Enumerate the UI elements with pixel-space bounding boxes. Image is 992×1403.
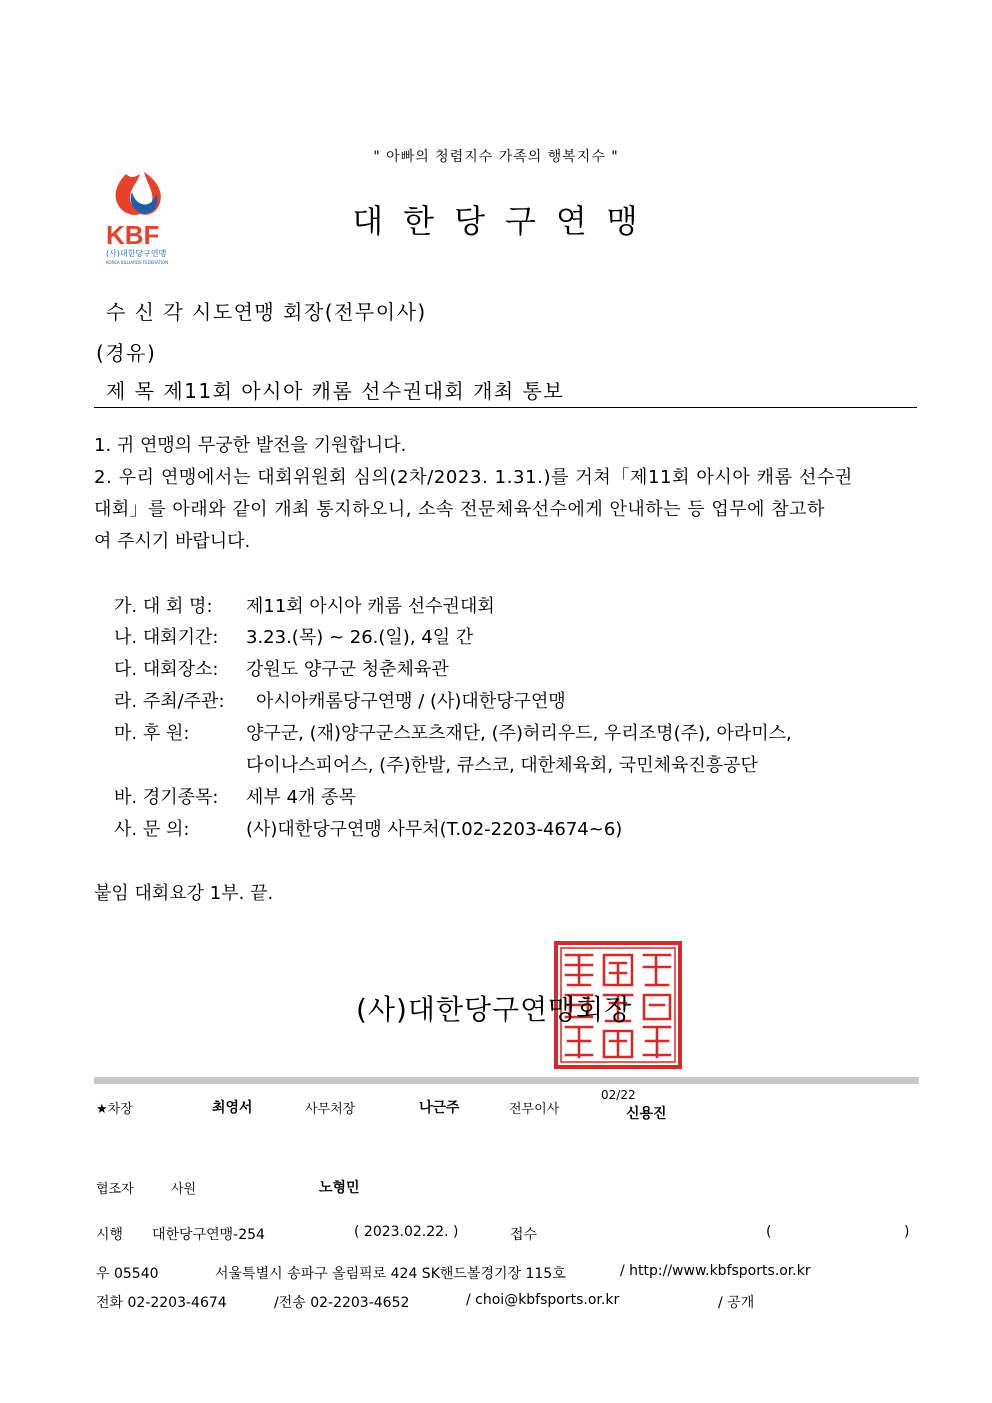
signature-name: (사)대한당구연맹회장 [356,993,633,1026]
cooperator-label: 협조자 [96,1182,134,1197]
item-label: 사. 문 의: [114,819,190,840]
cooperator-name: 노형민 [319,1180,360,1196]
approval-name: 최영서 [212,1100,253,1116]
subject-divider [94,407,917,408]
fax: /전송 02-2203-4652 [274,1295,410,1311]
address: 서울특별시 송파구 올림픽로 424 SK핸드볼경기장 115호 [215,1266,566,1282]
approval-label: 사무처장 [305,1102,356,1117]
logo-sub-kr: (사)대한당구연맹 [106,249,167,258]
item-label: 다. 대회장소: [114,659,219,680]
item-value: 3.23.(목) ~ 26.(일), 4일 간 [246,627,474,648]
enforce-number: 대한당구연맹-254 [152,1227,265,1243]
logo-sub-en: KOREA BILLIARDS FEDERATION [106,260,169,265]
approval-divider [94,1077,919,1084]
body-line-3: 대회」를 아래와 같이 개최 통지하오니, 소속 전문체육선수에게 안내하는 등 업무에 참고하 [94,499,825,520]
website-link[interactable]: / http://www.kbfsports.or.kr [620,1263,811,1279]
item-value: 양구군, (재)양구군스포츠재단, (주)허리우드, 우리조명(주), 아라미스, [246,723,792,744]
org-title: 대한당구연맹 [352,202,658,240]
via-line: (경유) [96,341,157,365]
item-value: 아시아캐롬당구연맹 / (사)대한당구연맹 [256,691,566,712]
approval-label: 전무이사 [509,1102,560,1117]
item-value-continued: 다이나스피어스, (주)한발, 큐스코, 대한체육회, 국민체육진흥공단 [246,755,758,776]
approval-date: 02/22 [601,1088,636,1102]
item-label: 나. 대회기간: [114,627,219,648]
item-label: 마. 후 원: [114,723,190,744]
body-line-2: 2. 우리 연맹에서는 대회위원회 심의(2차/2023. 1.31.)를 거쳐「제11회 아시아 캐롬 선수권 [94,467,853,488]
logo-text: KBF [106,220,160,250]
body-line-1: 1. 귀 연맹의 무궁한 발전을 기원합니다. [94,435,407,456]
receipt-open: ( [766,1224,772,1240]
cooperator-role: 사원 [171,1182,197,1197]
item-value: 강원도 양구군 청춘체육관 [246,659,449,680]
item-value: 세부 4개 종목 [246,787,356,808]
item-value: 제11회 아시아 캐롬 선수권대회 [246,596,495,617]
receipt-close: ) [904,1224,910,1240]
motto: " 아빠의 청렴지수 가족의 행복지수 " [373,149,619,165]
attachment-line: 붙임 대회요강 1부. 끝. [94,883,274,904]
item-label: 바. 경기종목: [114,787,219,808]
subject-line: 제 목 제11회 아시아 캐롬 선수권대회 개최 통보 [106,379,565,403]
email-link[interactable]: / choi@kbfsports.or.kr [466,1292,620,1308]
body-line-4: 여 주시기 바랍니다. [94,531,251,552]
postal-code: 우 05540 [96,1266,159,1282]
enforce-label: 시행 [96,1227,124,1243]
item-label: 라. 주최/주관: [114,691,225,712]
item-value: (사)대한당구연맹 사무처(T.02-2203-4674~6) [246,819,623,840]
enforce-date: ( 2023.02.22. ) [354,1224,459,1240]
receipt-label: 접수 [510,1227,538,1243]
item-label: 가. 대 회 명: [114,596,213,617]
approval-name: 신용진 [626,1106,667,1122]
approval-label: ★차장 [96,1102,133,1117]
phone: 전화 02-2203-4674 [96,1295,227,1311]
approval-name: 나근주 [419,1100,460,1116]
disclosure-status: / 공개 [718,1295,755,1311]
recipient-line: 수 신 각 시도연맹 회장(전무이사) [106,300,427,324]
